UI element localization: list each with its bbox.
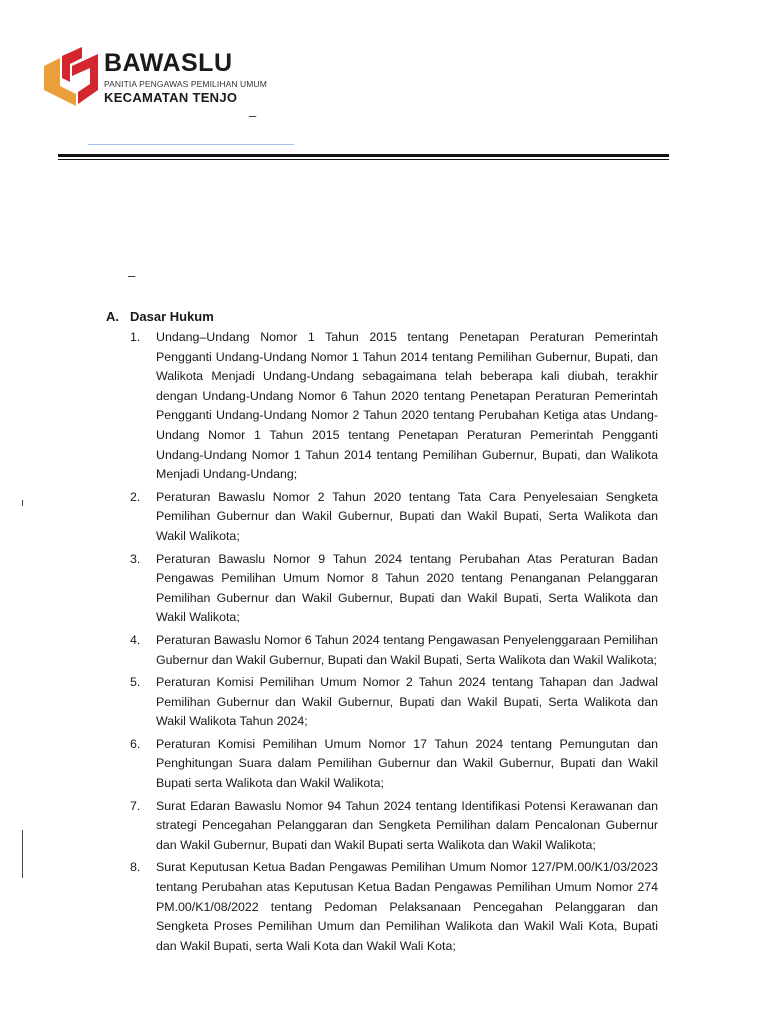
legal-basis-list <box>130 328 658 959</box>
item-text: Peraturan Komisi Pemilihan Umum Nomor 17 Tahun 2024 tentang Pemungutan dan Penghitungan Suara dalam Pemilihan Gubernur dan Wakil Gubernur, Bupati dan Wakil Bupati serta Walikota dan Wakil Walikota; <box>156 736 658 791</box>
bawaslu-logo-icon <box>42 46 100 108</box>
item-text: Peraturan Bawaslu Nomor 2 Tahun 2020 tentang Tata Cara Penyelesaian Sengketa Pemilihan Gubernur dan Wakil Gubernur, Bupati dan Wakil Bupati, Serta Walikota dan Wakil Walikota; <box>156 489 658 543</box>
link-underline <box>88 144 294 145</box>
item-number: 8. <box>130 860 141 875</box>
org-subtitle: PANITIA PENGAWAS PEMILIHAN UMUM <box>104 79 267 89</box>
list-item <box>130 631 658 670</box>
margin-mark <box>22 830 23 878</box>
list-item <box>130 328 658 485</box>
header-rule-thin <box>58 159 669 160</box>
item-number: 4. <box>130 632 141 647</box>
section-title: Dasar Hukum <box>130 309 214 324</box>
item-text: Undang–Undang Nomor 1 Tahun 2015 tentang Penetapan Peraturan Pemerintah Pengganti Undang-Undang Nomor 1 Tahun 2014 tentang Pemilihan Gubernur, Bupati, dan Walikota Menjadi Undang-Undang sebagaimana telah beberapa kali diubah, terakhir dengan Undang-Undang Nomor 6 Tahun 2020 tentang Penetapan Peraturan Pemerintah Pengganti Undang-Undang Nomor 2 Tahun 2020 tentang Perubahan Ketiga atas Undang-Undang Nomor 1 Tahun 2015 tentang Penetapan Peraturan Pemerintah Pengganti Undang-Undang Nomor 1 Tahun 2014 tentang Pemilihan Gubernur, Bupati, dan Walikota Menjadi Undang-Undang; <box>156 330 658 482</box>
list-item <box>130 735 658 794</box>
list-item <box>130 673 658 732</box>
item-text: Peraturan Bawaslu Nomor 9 Tahun 2024 tentang Perubahan Atas Peraturan Badan Pengawas Pemilihan Umum Nomor 8 Tahun 2020 tentang Penanganan Pelanggaran Pemilihan Gubernur dan Wakil Gubernur, Bupati dan Wakil Bupati, Serta Walikota dan Wakil Walikota; <box>156 551 658 625</box>
header-rule-thick <box>58 154 669 157</box>
item-number: 2. <box>130 489 141 504</box>
list-item <box>130 488 658 547</box>
item-text: Peraturan Komisi Pemilihan Umum Nomor 2 Tahun 2024 tentang Tahapan dan Jadwal Pemilihan Gubernur dan Wakil Gubernur, Bupati dan Wakil Bupati, Serta Walikota dan Wakil Walikota Tahun 2024; <box>156 675 658 729</box>
list-item <box>130 550 658 628</box>
item-number: 5. <box>130 675 141 690</box>
org-location: KECAMATAN TENJO <box>104 90 238 105</box>
item-text: Surat Edaran Bawaslu Nomor 94 Tahun 2024 tentang Identifikasi Potensi Kerawanan dan strategi Pencegahan Pelanggaran dan Sengketa Pemilihan dalam Pencalonan Gubernur dan Wakil Gubernur, Bupati dan Wakil Bupati serta Walikota dan Wakil Walikota; <box>156 798 658 852</box>
item-number: 6. <box>130 736 141 751</box>
item-text: Surat Keputusan Ketua Badan Pengawas Pemilihan Umum Nomor 127/PM.00/K1/03/2023 tentang Perubahan atas Keputusan Ketua Badan Pengawas Pemilihan Umum Nomor 274 PM.00/K1/08/2022 tentang Pedoman Pelaksanaan Pencegahan Pelanggaran dan Sengketa Proses Pemilihan Umum dan Pemilihan Walikota dan Wakil Wali Kota, Bupati dan Wakil Bupati, serta Wali Kota dan Wakil Wali Kota; <box>156 860 658 953</box>
header-dash: – <box>249 108 257 123</box>
item-number: 3. <box>130 551 141 566</box>
body-dash: – <box>128 268 136 283</box>
list-item <box>130 858 658 956</box>
list-item <box>130 797 658 856</box>
section-heading <box>106 309 214 324</box>
org-name: BAWASLU <box>104 49 233 77</box>
section-letter: A. <box>106 309 119 324</box>
item-number: 1. <box>130 330 141 344</box>
item-text: Peraturan Bawaslu Nomor 6 Tahun 2024 tentang Pengawasan Penyelenggaraan Pemilihan Gubernur dan Wakil Gubernur, Bupati dan Wakil Bupati, Serta Walikota dan Wakil Walikota; <box>156 632 658 667</box>
brand-block <box>104 50 267 105</box>
margin-mark <box>22 500 23 506</box>
item-number: 7. <box>130 798 141 813</box>
